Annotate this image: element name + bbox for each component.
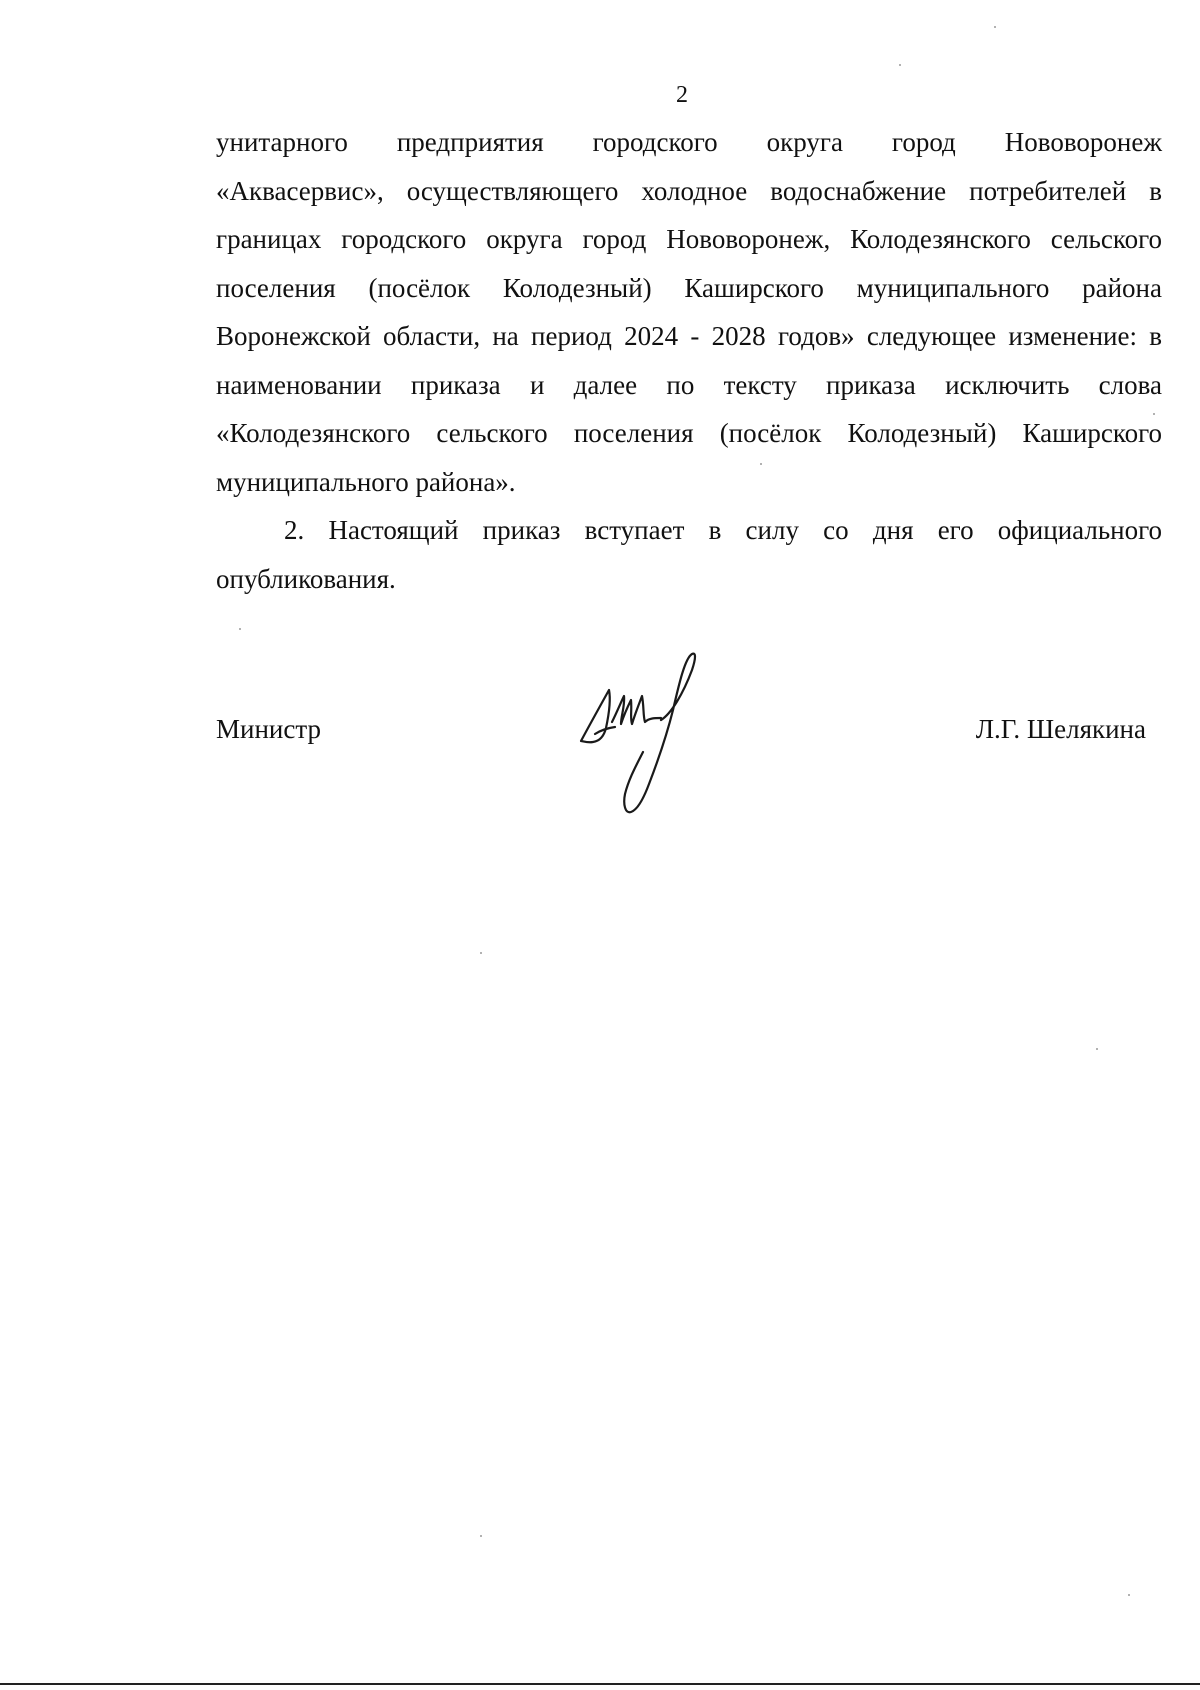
- text-line: унитарного предприятия городского округа город Нововоронеж: [216, 127, 1162, 157]
- signatory-name: Л.Г. Шелякина: [975, 714, 1146, 744]
- text-line: муниципального района».: [216, 466, 516, 497]
- scan-speck: [480, 952, 482, 954]
- paragraph-amendment: [216, 118, 1162, 506]
- scan-speck: [760, 463, 762, 465]
- text-line: 2. Настоящий приказ вступает в силу со дня его официального: [284, 515, 1162, 545]
- scan-speck: [480, 1535, 482, 1537]
- page-bottom-rule: [0, 1683, 1200, 1685]
- text-line: «Аквасервис», осуществляющего холодное водоснабжение потребителей в: [216, 175, 1162, 206]
- scan-speck: [994, 26, 996, 28]
- text-line: наименовании приказа и далее по тексту приказа исключить слова: [216, 369, 1162, 400]
- text-line: Воронежской области, на период 2024 - 2028 годов» следующее изменение: в: [216, 321, 1162, 351]
- signatory-title: Министр: [216, 714, 321, 744]
- text-line: «Колодезянского сельского поселения (посёлок Колодезный) Каширского: [216, 418, 1162, 448]
- paragraph-effective-date: [216, 506, 1162, 603]
- scan-speck: [1153, 413, 1155, 415]
- text-line: поселения (посёлок Колодезный) Каширского муниципального района: [216, 272, 1162, 303]
- scan-speck: [1128, 1594, 1130, 1596]
- scan-speck: [899, 64, 901, 66]
- text-line: границах городского округа город Нововоронеж, Колодезянского сельского: [216, 224, 1162, 254]
- scan-speck: [1096, 1048, 1098, 1050]
- scan-speck: [239, 628, 241, 630]
- text-line: опубликования.: [216, 563, 396, 594]
- handwritten-signature: [575, 648, 725, 816]
- page-number: 2: [676, 82, 688, 108]
